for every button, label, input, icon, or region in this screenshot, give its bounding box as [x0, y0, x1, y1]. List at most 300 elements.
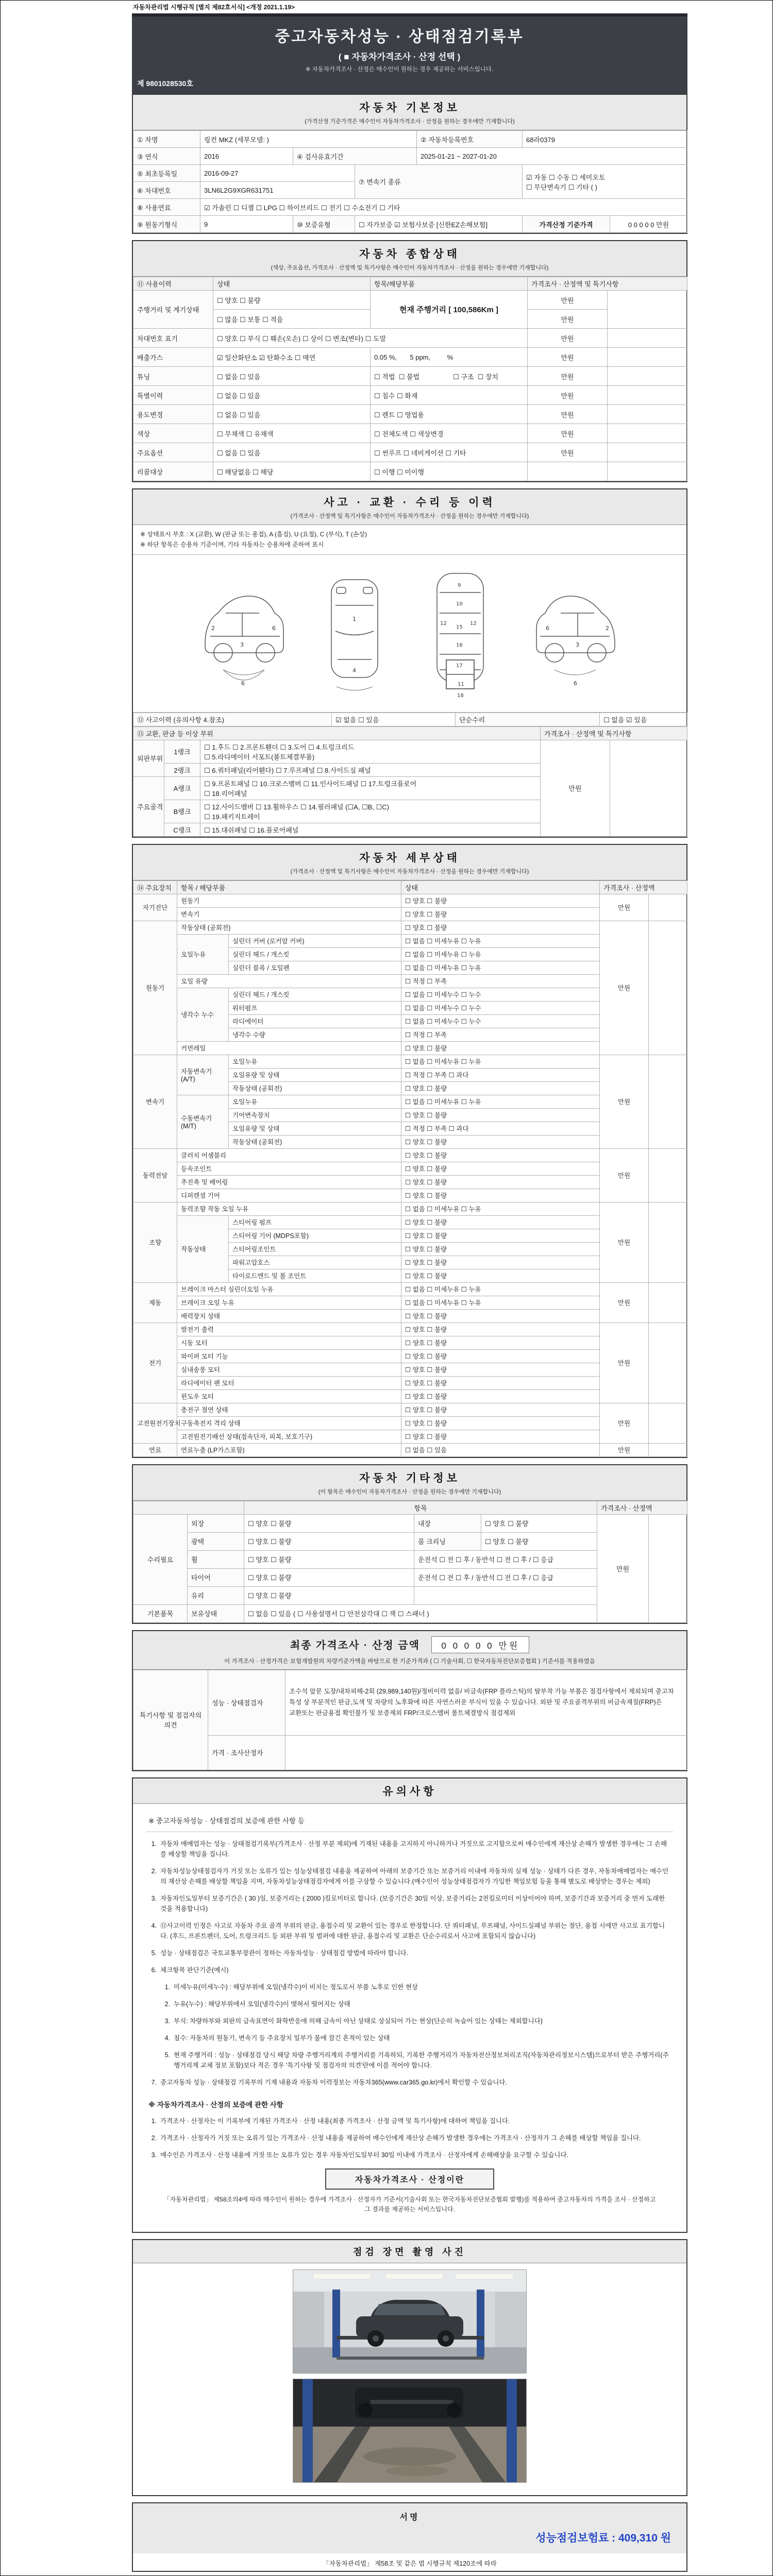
notes-cell [649, 1323, 687, 1403]
item-label: 라디에이터 [229, 1014, 401, 1028]
notice-item [148, 2133, 671, 2143]
notice-title: 유의사항 [382, 1785, 437, 1798]
price-cell[interactable]: 만원 [528, 367, 608, 386]
item-label: 클러치 어셈블리 [177, 1148, 401, 1162]
outer-panel-group: 외판부위 [133, 740, 164, 776]
item-label: 등속조인트 [177, 1162, 401, 1175]
notice-items [146, 1839, 673, 1975]
main-frame-group: 주요골격 [133, 776, 164, 836]
notice-item-text: 가격조사 · 산정자는 이 기록부에 기재된 가격조사 · 산정 내용(최종 가격조사 · 산정 금액 및 특기사항)에 대하여 책임을 집니다. [160, 2117, 510, 2125]
section-photos [132, 2239, 687, 2496]
checkbox-group[interactable]: ☐ 없음 ☐ 미세누유 ☐ 누유 [401, 961, 600, 974]
rank1-label: 1랭크 [164, 740, 200, 763]
item-label: 실린더 헤드 / 개스킷 [229, 947, 401, 961]
rank2-checkboxes[interactable]: ☐ 6.쿼터패널(리어휀다) ☐ 7.루프패널 ☐ 8.사이드실 패널 [200, 763, 541, 776]
final-price-value[interactable]: 0 0 0 0 0 만원 [431, 1636, 529, 1653]
room-cleaning-checkboxes[interactable]: ☐ 양호 ☐ 불량 [481, 1532, 597, 1550]
notice-item-number: 3. [151, 1894, 157, 1902]
checkbox-group[interactable]: ☐ 양호 ☐ 불량 [401, 1175, 600, 1189]
notes-cell [608, 424, 687, 443]
item-label: 작동상태 (공회전) [177, 921, 401, 934]
final-price-note[interactable]: 이 가격조사 · 산정가격은 보험개발원의 차량기준가액을 바탕으로 한 기준가격과 ( ☐ 기술사회, ☐ 한국자동차진단보증협회 ) 기준서를 적용하였음 [224, 1658, 595, 1665]
notice-subitem-text: 부식: 차량하부와 외판의 금속표면이 화학반응에 의해 금속이 아닌 상태로 상실되어 가는 현상(단순히 녹슬어 있는 상태는 제외합니다) [174, 2017, 543, 2025]
fuel-checkboxes[interactable]: ☑ 가솔린 ☐ 디젤 ☐ LPG ☐ 하이브리드 ☐ 전기 ☐ 수소전기 ☐ 기타 [200, 199, 687, 216]
special-history-detail[interactable]: ☐ 침수 ☐ 화재 [371, 386, 528, 405]
transmission-line1[interactable]: ☑ 자동 ☐ 수동 ☐ 세미오토 [526, 173, 606, 181]
mileage-value: 현재 주행거리 [ 100,586Km ] [371, 291, 528, 329]
checkbox-group[interactable]: ☐ 양호 ☐ 불량 [401, 1229, 600, 1242]
notice-item-text: 성능 · 상태점검은 국토교통부장관이 정하는 자동차성능 · 상태점검 방법에 따라야 합니다. [160, 1949, 409, 1957]
checkbox-group[interactable]: ☐ 양호 ☐ 불량 [401, 1416, 600, 1430]
price-guarantee-items [146, 2116, 673, 2160]
price-cell[interactable]: 만원 [600, 894, 649, 921]
checkbox-group[interactable]: ☐ 양호 ☐ 불량 [401, 1148, 600, 1162]
item-label: 와이퍼 모터 기능 [177, 1349, 401, 1363]
rankB-line1[interactable]: ☐ 12.사이드멤버 ☐ 13.휠하우스 ☐ 14.필러패널 (☐A, ☐B, ☐C) [204, 803, 389, 811]
accident-history-label: ⑫ 사고이력 (유의사항 4.참조) [133, 713, 332, 726]
checkbox-group[interactable]: ☐ 양호 ☐ 불량 [401, 1376, 600, 1389]
form-subnote: ※ 자동차가격조사 · 산정은 매수인이 원하는 경우 제공하는 서비스입니다. [305, 66, 494, 73]
rank1-line2[interactable]: ☐ 5.라디에이터 서포트(볼트체결부품) [204, 753, 315, 761]
notice-subitem-number: 1. [164, 1983, 170, 1991]
notice-item-text: 자동차성능상태점검자가 거짓 또는 오류가 있는 성능상태점검 내용을 제공하여 아래의 보증기간 또는 보증거리 이내에 자동차의 실제 성능 · 상태가 다른 경우, 자동차매매업자는 매수인의 재산상 손해를 배상할 책임을 지며, 자동차성능상태점검자에게 이를 구상할 수 있습니다.(매수인이 성능상태점검자가 가입한 책임보험 등을 통해 별도로 배상받는 경우는 제외) [160, 1867, 669, 1885]
item-label: 커먼레일 [177, 1041, 401, 1055]
car-damage-diagrams [133, 555, 686, 713]
item-label: 오일누유 [229, 1095, 401, 1108]
price-cell[interactable]: 만원 [600, 1443, 649, 1456]
group-transmission: 변속기 [133, 1055, 177, 1148]
price-cell[interactable]: 만원 [528, 329, 608, 348]
wheel-checkboxes[interactable]: ☐ 양호 ☐ 불량 [244, 1550, 414, 1568]
recall-checkboxes[interactable]: ☐ 해당없음 ☐ 해당 [213, 462, 371, 481]
possession-checkboxes[interactable]: ☐ 없음 ☐ 있음 ( ☐ 사용설명서 ☐ 안전삼각대 ☐ 잭 ☐ 스패너 ) [244, 1604, 597, 1622]
notes-cell [649, 1055, 687, 1148]
special-history-checkboxes[interactable]: ☐ 없음 ☐ 있음 [213, 386, 371, 405]
rankA-checkboxes[interactable] [200, 776, 541, 800]
notice-item-text: ⑫사고이력 인정은 사고로 자동차 주요 골격 부위의 판금, 용접수리 및 교환이 있는 경우로 한정합니다. 단 쿼터패널, 루프패널, 사이드실패널 부위는 절단, 용접 시에만 사고로 표기합니다. (후드, 프론트펜더, 도어, 트렁크리드 등 외판 부위 및 범퍼에 대한 판금, 용접수리 및 교환은 단순수리로서 사고에 포함되지 않습니다) [160, 1922, 665, 1940]
item-label: 변속기 [177, 907, 401, 921]
svg-text:11: 11 [457, 681, 464, 687]
section-overall-note: (색상, 주요옵션, 가격조사 · 산정액 및 특기사항은 매수인이 자동차가격조사 · 산정을 원하는 경우에만 기재합니다) [271, 265, 549, 271]
polish-label: 광택 [188, 1532, 244, 1550]
notes-cell [608, 462, 687, 481]
notice-item [148, 1866, 671, 1887]
inspection-valid-value: 2025-01-21 ~ 2027-01-20 [417, 148, 687, 165]
transmission-line2[interactable]: ☐ 무단변속기 ☐ 기타 ( ) [526, 183, 597, 191]
checkbox-group[interactable]: ☐ 없음 ☐ 미세누유 ☐ 누유 [401, 947, 600, 961]
checkbox-group[interactable]: ☐ 양호 ☐ 불량 [401, 1363, 600, 1376]
main-options-checkboxes[interactable]: ☐ 없음 ☐ 있음 [213, 443, 371, 462]
svg-text:2: 2 [605, 624, 609, 632]
checkbox-group[interactable]: ☐ 없음 ☐ 미세누유 ☐ 누유 [401, 1296, 600, 1309]
definition-box-title: 자동차가격조사 · 산정이란 [325, 2168, 494, 2190]
recall-detail[interactable]: ☐ 이행 ☐ 미이행 [371, 462, 528, 481]
item-label: 실내송풍 모터 [177, 1363, 401, 1376]
item-label: 스티어링 펌프 [229, 1215, 401, 1229]
polish-checkboxes[interactable]: ☐ 양호 ☐ 불량 [244, 1532, 414, 1550]
checkbox-group[interactable]: ☐ 양호 ☐ 불량 [401, 1430, 600, 1443]
car-name-value: 링컨 MKZ (세부모델: ) [200, 131, 417, 148]
checkbox-group[interactable]: ☐ 양호 ☐ 불량 [401, 1336, 600, 1349]
accident-history-checkboxes[interactable]: ☑ 없음 ☐ 있음 [332, 713, 456, 726]
form-title: 중고자동차성능 · 상태점검기록부 [275, 28, 524, 45]
checkbox-group[interactable]: ☐ 없음 ☐ 미세누유 ☐ 누유 [401, 1095, 600, 1108]
price-cell[interactable]: 만원 [600, 1148, 649, 1202]
rank2-label: 2랭크 [164, 763, 200, 776]
group-fuel: 연료 [133, 1443, 177, 1456]
checkbox-group[interactable]: ☐ 양호 ☐ 불량 [401, 1189, 600, 1202]
vin-label: ⑥ 차대번호 [133, 182, 200, 199]
signature-band[interactable] [133, 2503, 686, 2553]
vin-value: 3LN6L2G9XGR631751 [200, 182, 355, 199]
color-detail[interactable]: ☐ 전체도색 ☐ 색상변경 [371, 424, 528, 443]
transmission-label: ⑦ 변속기 종류 [355, 165, 523, 199]
section-other-info [132, 1464, 687, 1624]
checkbox-group[interactable]: ☐ 없음 ☐ 미세누유 ☐ 누유 [401, 934, 600, 947]
appraiser-remarks-text [285, 1735, 687, 1770]
svg-text:4: 4 [352, 667, 356, 674]
model-year-label: ③ 연식 [133, 148, 200, 165]
rankB-checkboxes[interactable] [200, 800, 541, 823]
sub-mt: 수동변속기 (M/T) [177, 1095, 229, 1148]
svg-text:9: 9 [457, 582, 461, 588]
mileage-amount-checkboxes[interactable]: ☐ 많음 ☐ 보통 ☐ 적음 [213, 310, 371, 329]
notice-item-number: 1. [151, 1840, 157, 1848]
svg-text:10: 10 [456, 601, 463, 607]
main-options-label: 주요옵션 [133, 443, 213, 462]
item-label: 기어변속장치 [229, 1108, 401, 1122]
price-cell[interactable]: 만원 [528, 291, 608, 310]
checkbox-group[interactable]: ☐ 양호 ☐ 불량 [401, 1269, 600, 1282]
glass-checkboxes[interactable]: ☐ 양호 ☐ 불량 [244, 1586, 414, 1604]
tire-checkboxes[interactable]: ☐ 양호 ☐ 불량 [244, 1568, 414, 1586]
notes-cell [610, 740, 687, 836]
price-cell[interactable]: 만원 [597, 1514, 649, 1622]
checkbox-group[interactable]: ☐ 적정 ☐ 부족 ☐ 과다 [401, 1122, 600, 1135]
warranty-type-checkboxes[interactable]: ☐ 자가보증 ☑ 보험사보증 [신한EZ손해보험] [355, 216, 523, 233]
price-cell[interactable]: 만원 [528, 348, 608, 367]
notes-cell [608, 329, 687, 348]
checkbox-group[interactable]: ☐ 적정 ☐ 부족 [401, 1028, 600, 1041]
base-price-value[interactable]: 0 0 0 0 0 만원 [610, 216, 687, 233]
remarks-table [133, 1670, 687, 1770]
svg-text:15: 15 [456, 624, 463, 630]
notes-cell [608, 405, 687, 424]
svg-text:12: 12 [469, 620, 477, 626]
item-label: 디퍼렌셜 기어 [177, 1189, 401, 1202]
sub-coolant-leak: 냉각수 누수 [177, 988, 229, 1041]
emission-values: 0.05 %, 5 ppm, % [371, 348, 528, 367]
car-diagram-side-right [527, 564, 625, 701]
section-basic-header [133, 95, 686, 130]
checkbox-group[interactable]: ☐ 양호 ☐ 불량 [401, 907, 600, 921]
checkbox-group[interactable]: ☐ 양호 ☐ 불량 [401, 921, 600, 934]
col-state: 상태 [213, 277, 371, 291]
inspection-photo-1 [293, 2269, 527, 2374]
notice-item [148, 1948, 671, 1958]
tire-position-checkboxes[interactable]: 운전석 ☐ 전 ☐ 후 / 동반석 ☐ 전 ☐ 후 / ☐ 응급 [414, 1568, 597, 1586]
item-label: 오일유량 및 상태 [229, 1068, 401, 1081]
photos-title: 점검 장면 촬영 사진 [352, 2247, 467, 2258]
notice-subitem [162, 1982, 671, 1992]
price-cell[interactable]: 만원 [528, 386, 608, 405]
price-cell[interactable]: 만원 [528, 405, 608, 424]
checkbox-group[interactable]: ☐ 양호 ☐ 불량 [401, 1041, 600, 1055]
notice-subitem-text: 침수: 자동차의 원동기, 변속기 등 주요장치 일부가 물에 잠긴 흔적이 있는 상태 [174, 2034, 390, 2042]
panel-price-header: 가격조사 · 산정액 및 특기사항 [541, 726, 687, 740]
price-cell[interactable]: 만원 [528, 424, 608, 443]
checkbox-group[interactable]: ☐ 적정 ☐ 부족 ☐ 과다 [401, 1068, 600, 1081]
emission-label: 배출가스 [133, 348, 213, 367]
exterior-label: 외장 [188, 1514, 244, 1532]
svg-text:6: 6 [272, 624, 276, 632]
price-cell[interactable]: 만원 [600, 921, 649, 1055]
notice-item-number: 2. [151, 1867, 157, 1875]
wheel-position-checkboxes[interactable]: 운전석 ☐ 전 ☐ 후 / 동반석 ☐ 전 ☐ 후 / ☐ 응급 [414, 1550, 597, 1568]
tuning-detail-checkboxes[interactable]: ☐ 적법 ☐ 불법 ☐ 구조 ☐ 장치 [371, 367, 528, 386]
notice-subitem-text: 미세누유(미세누수) : 해당부위에 오일(냉각수)이 비치는 정도로서 부품 노후로 인한 현상 [174, 1983, 418, 1991]
svg-text:18: 18 [457, 692, 464, 699]
reg-no-value: 68라0379 [523, 131, 687, 148]
rankB-label: B랭크 [164, 800, 200, 823]
item-label: 오일누유 [229, 1055, 401, 1068]
inspection-valid-label: ④ 검사유효기간 [293, 148, 417, 165]
rank1-checkboxes[interactable] [200, 740, 541, 763]
item-label: 시동 모터 [177, 1336, 401, 1349]
notice-subitem-number: 4. [164, 2034, 170, 2042]
checkbox-group[interactable]: ☐ 양호 ☐ 불량 [401, 1256, 600, 1269]
photo-area [133, 2263, 686, 2495]
item-label: 원동기 [177, 894, 401, 907]
rankA-label: A랭크 [164, 776, 200, 800]
checkbox-group[interactable]: ☐ 양호 ☐ 불량 [401, 1215, 600, 1229]
notice-subitem-text: 누유(누수) : 해당부위에서 오일(냉각수)이 맺혀서 떨어지는 상태 [174, 2000, 350, 2008]
checkbox-group[interactable]: ☐ 없음 ☐ 미세누수 ☐ 누수 [401, 1014, 600, 1028]
notice-item-text: 자동차 매매업자는 성능 · 상태점검기록부(가격조사 · 산정 부분 제외)에 기재된 내용을 고지하지 아니하거나 거짓으로 고지함으로써 매수인에게 재산상 손해가 발생한 경우에는 그 손해를 배상할 책임을 집니다. [160, 1840, 667, 1858]
odometer-state-checkboxes[interactable]: ☐ 양호 ☐ 불량 [213, 291, 371, 310]
section-other-header [133, 1465, 686, 1501]
definition-body: 「자동차관리법」 제58조의4에 따라 매수인이 원하는 경우에 가격조사 · 산정자가 기준서(기술사회 또는 한국자동차진단보증협회 발행)를 적용하여 중고자동차의 가격을 조사 · 산정하고 그 결과를 제공하는 서비스입니다. [163, 2195, 656, 2213]
color-checkboxes[interactable]: ☐ 무채색 ☐ 유채색 [213, 424, 371, 443]
checkbox-group[interactable]: ☐ 양호 ☐ 불량 [401, 1403, 600, 1416]
checkbox-group[interactable]: ☐ 양호 ☐ 불량 [401, 1323, 600, 1336]
section-other-note: (이 항목은 매수인이 자동차가격조사 · 산정을 원하는 경우에만 기재합니다) [318, 1488, 501, 1495]
notice-item-number: 2. [151, 2134, 157, 2142]
notice-item [148, 1893, 671, 1914]
notice-criteria-items [146, 1982, 673, 2071]
checkbox-group[interactable]: ☐ 양호 ☐ 불량 [401, 1081, 600, 1095]
svg-text:2: 2 [211, 624, 215, 632]
checkbox-group[interactable]: ☐ 양호 ☐ 불량 [401, 1309, 600, 1323]
tire-label: 타이어 [188, 1568, 244, 1586]
group-steering: 조향 [133, 1202, 177, 1282]
checkbox-group[interactable]: ☐ 양호 ☐ 불량 [401, 1162, 600, 1175]
svg-text:6: 6 [573, 680, 577, 687]
emission-checkboxes[interactable]: ☑ 일산화탄소 ☑ 탄화수소 ☐ 매연 [213, 348, 371, 367]
exterior-checkboxes[interactable]: ☐ 양호 ☐ 불량 [244, 1514, 414, 1532]
section-basic-note: (가격산정 기준가격은 매수인이 자동차가격조사 · 산정을 원하는 경우에만 기재합니다) [305, 118, 515, 125]
price-cell[interactable]: 만원 [600, 1055, 649, 1148]
car-diagram-front [316, 564, 393, 701]
tuning-label: 튜닝 [133, 367, 213, 386]
interior-checkboxes[interactable]: ☐ 양호 ☐ 불량 [481, 1514, 597, 1532]
room-cleaning-label: 룸 크리닝 [414, 1532, 481, 1550]
rank1-line1[interactable]: ☐ 1.후드 ☐ 2.프론트휀더 ☐ 3.도어 ☐ 4.트렁크리드 [204, 743, 355, 751]
notice-item [148, 2150, 671, 2160]
interior-label: 내장 [414, 1514, 481, 1532]
price-cell [528, 462, 608, 481]
warranty-type-label: ⑩ 보증유형 [293, 216, 355, 233]
checkbox-group[interactable]: ☐ 적정 ☐ 부족 [401, 974, 600, 988]
recall-label: 리콜대상 [133, 462, 213, 481]
item-label: 스티어링조인트 [229, 1242, 401, 1256]
item-label: 브레이크 마스터 실린더오일 누유 [177, 1282, 401, 1296]
col-item-part2: 항목 / 해당부품 [177, 880, 401, 894]
other-info-table [133, 1501, 687, 1623]
rankA-line2[interactable]: ☐ 18.리어패널 [204, 789, 247, 798]
checkbox-group[interactable]: ☐ 양호 ☐ 불량 [401, 1242, 600, 1256]
engine-type-label: ⑨ 원동기형식 [133, 216, 200, 233]
notice-subheading: ※ 중고자동차성능 · 상태점검의 보증에 관한 사항 등 [146, 1810, 673, 1832]
simple-repair-checkboxes[interactable]: ☐ 없음 ☑ 있음 [600, 713, 687, 726]
notice-header [133, 1778, 686, 1804]
empty-cell [414, 1586, 597, 1604]
accident-flag-table [133, 713, 687, 726]
vin-mark-checkboxes[interactable]: ☐ 양호 ☐ 부식 ☐ 훼손(오손) ☐ 상이 ☐ 변조(변타) ☐ 도말 [213, 329, 528, 348]
inspection-form [132, 2, 687, 2576]
notice-item [148, 2116, 671, 2126]
checkbox-group[interactable]: ☐ 없음 ☐ 미세누유 ☐ 누유 [401, 1282, 600, 1296]
item-label: 실린더 헤드 / 개스킷 [229, 988, 401, 1001]
wheel-label: 휠 [188, 1550, 244, 1568]
final-price-bar [133, 1631, 686, 1670]
price-cell[interactable]: 만원 [528, 310, 608, 329]
checkbox-group[interactable]: ☐ 없음 ☐ 미세누유 ☐ 누유 [401, 1055, 600, 1068]
tuning-checkboxes[interactable]: ☐ 없음 ☐ 있음 [213, 367, 371, 386]
notice-body [133, 1804, 686, 2232]
car-diagram-side-left [195, 564, 293, 701]
car-diagram-underbody [416, 564, 504, 701]
notice-item [148, 2077, 671, 2088]
item-label: 실린더 커버 (로커암 커버) [229, 934, 401, 947]
rankC-label: C랭크 [164, 823, 200, 836]
group-power-train: 동력전달 [133, 1148, 177, 1202]
item-label: 워터펌프 [229, 1001, 401, 1014]
item-label: 작동상태 (공회전) [229, 1135, 401, 1148]
checkbox-group[interactable]: ☐ 없음 ☐ 미세누수 ☐ 누수 [401, 988, 600, 1001]
price-cell[interactable]: 만원 [600, 1282, 649, 1323]
checkbox-group[interactable]: ☐ 없음 ☐ 미세누유 ☐ 누유 [401, 1202, 600, 1215]
notice-subitem [162, 2050, 671, 2071]
item-label: 오일 유량 [177, 974, 401, 988]
fuel-label: ⑧ 사용연료 [133, 199, 200, 216]
section-accident-note: (가격조사 · 산정액 및 특기사항은 매수인이 자동차가격조사 · 산정을 원하는 경우에만 기재합니다) [290, 513, 529, 519]
item-label: 추진축 및 베어링 [177, 1175, 401, 1189]
usage-change-detail[interactable]: ☐ 렌트 ☐ 영업용 [371, 405, 528, 424]
svg-text:1: 1 [352, 615, 356, 622]
usage-change-label: 용도변경 [133, 405, 213, 424]
item-label: 스티어링 기어 (MDPS포함) [229, 1229, 401, 1242]
price-cell[interactable]: 만원 [600, 1323, 649, 1403]
notes-cell [649, 1202, 687, 1282]
notes-cell [608, 386, 687, 405]
checkbox-group[interactable]: ☐ 없음 ☐ 미세누수 ☐ 누수 [401, 1001, 600, 1014]
panel-price-cell[interactable]: 만원 [541, 740, 610, 836]
checkbox-group[interactable]: ☐ 양호 ☐ 불량 [401, 1389, 600, 1403]
section-accident-header [133, 489, 686, 525]
group-self-diagnosis: 자기진단 [133, 894, 177, 921]
form-title-header [132, 13, 687, 94]
notes-cell [649, 1514, 687, 1622]
item-label: 파워고압호스 [229, 1256, 401, 1269]
basic-info-table [133, 130, 687, 233]
sub-at: 자동변속기 (A/T) [177, 1055, 229, 1095]
notice-subitem-number: 2. [164, 2000, 170, 2008]
inspector-remarks-label: 성능 · 상태점검자 [208, 1670, 285, 1735]
price-cell[interactable]: 만원 [528, 443, 608, 462]
notice-subitem [162, 2016, 671, 2026]
special-history-label: 특별이력 [133, 386, 213, 405]
insurance-fee: 성능점검보험료 : 409,310 원 [535, 2532, 671, 2545]
notice-subitem [162, 1999, 671, 2009]
panel-repair-table [133, 726, 687, 837]
notes-cell [608, 348, 687, 367]
section-overall-header [133, 241, 686, 277]
notice-subitem [162, 2033, 671, 2043]
price-cell[interactable]: 만원 [600, 1403, 649, 1443]
notes-cell [649, 1403, 687, 1443]
section-detail-state [132, 844, 687, 1458]
checkbox-group[interactable]: ☐ 양호 ☐ 불량 [401, 1108, 600, 1122]
appraiser-remarks-label: 가격 · 조사산정자 [208, 1735, 285, 1770]
section-notice [132, 1777, 687, 2233]
notice-item-number: 5. [151, 1949, 157, 1957]
notes-cell [649, 894, 687, 921]
col-price-remarks: 가격조사 · 산정액 및 특기사항 [528, 277, 687, 291]
form-subtitle: ( ■ 자동차가격조사 · 산정 선택 ) [338, 52, 461, 62]
notice-item-text: 중고자동차 성능 · 상태점검 기록부의 기재 내용과 자동차 이력정보는 자동차365(www.car365.go.kr)에서 확인할 수 있습니다. [160, 2078, 507, 2086]
item-label: 연료누출 (LP가스포함) [177, 1443, 401, 1456]
transmission-checkboxes[interactable] [523, 165, 687, 199]
checkbox-group[interactable]: ☐ 양호 ☐ 불량 [401, 1135, 600, 1148]
signature-label: 서명 [399, 2513, 420, 2522]
section-signature [132, 2502, 687, 2572]
rankC-checkboxes[interactable]: ☐ 15.대쉬패널 ☐ 16.플로어패널 [200, 823, 541, 836]
rankB-line2[interactable]: ☐ 19.패키지트레이 [204, 812, 260, 821]
main-options-detail[interactable]: ☐ 썬루프 ☐ 네비게이션 ☐ 기타 [371, 443, 528, 462]
rankA-line1[interactable]: ☐ 9.프론트패널 ☐ 10.크로스멤버 ☐ 11.인사이드패널 ☐ 17.트렁크플로어 [204, 779, 417, 788]
inspector-remarks-text: 조수석 앞문 도장/내차피해-2회 (29,989,140원)/정비이력 없음/ 비금속(FRP 플라스틱)의 탈부착 가능 부품은 점검사항에서 제외되며 중고차 특성 상 부분적인 판금,도색 및 차량의 노후화에 따른 자연스러운 부식이 있을 수 있습니다. 외판 및 주요골격부위의 비금속재질(FRP)은 교환또는 판금용접 확인불가 및 보증제외 FRP/크로스멤버 볼트체결방식 점검제외 [285, 1670, 687, 1735]
doc-number: 제 9801028530호 [137, 79, 193, 88]
item-label: 라디에이터 팬 모터 [177, 1376, 401, 1389]
notice-item-number: 6. [151, 1966, 157, 1974]
col-state2: 상태 [401, 880, 600, 894]
sub-operation: 작동상태 [177, 1215, 229, 1282]
col-price2: 가격조사 · 산정액 [600, 880, 687, 894]
price-cell[interactable]: 만원 [600, 1202, 649, 1282]
mileage-row-label: 주행거리 및 계기상태 [133, 291, 213, 329]
group-repair-needed: 수리필요 [133, 1514, 188, 1604]
checkbox-group[interactable]: ☐ 양호 ☐ 불량 [401, 894, 600, 907]
model-year-value: 2016 [200, 148, 293, 165]
checkbox-group[interactable]: ☐ 양호 ☐ 불량 [401, 1349, 600, 1363]
detail-state-table [133, 880, 687, 1457]
svg-text:12: 12 [440, 620, 447, 626]
other-item-header: 항목 [244, 1501, 597, 1514]
checkbox-group[interactable]: ☐ 없음 ☐ 있음 [401, 1443, 600, 1456]
usage-change-checkboxes[interactable]: ☐ 없음 ☐ 있음 [213, 405, 371, 424]
possession-label: 보유상태 [188, 1604, 244, 1622]
